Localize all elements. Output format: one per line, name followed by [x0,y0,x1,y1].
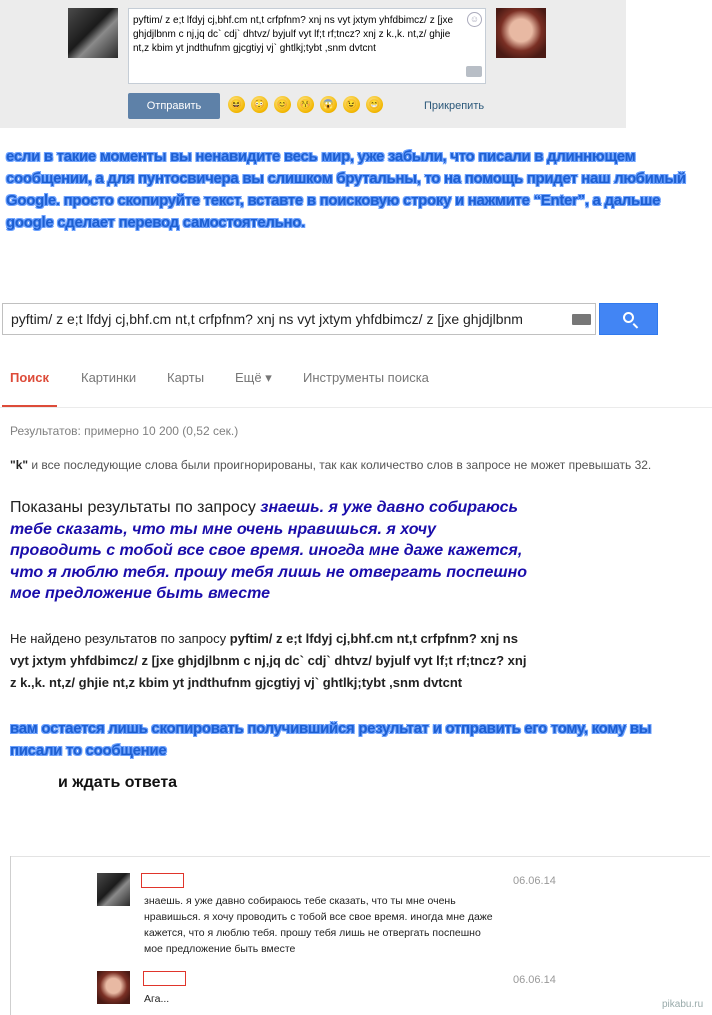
attach-link[interactable]: Прикрепить [424,100,485,112]
recipient-avatar[interactable] [496,8,546,58]
message-text: знаешь. я уже давно собираюсь тебе сказать, что ты мне очень нравишься. я хочу проводить с тобой все свое время. иногда мне даже кажется, что я люблю тебя. прошу тебя лишь не отвергать поспешно мое предложение быть вместе [144,895,493,955]
tabs-divider [0,407,712,408]
smile-icon[interactable]: ☺ [467,12,482,27]
showing-results-for [10,497,530,605]
original-query: pyftim/ z e;t lfdyj cj,bhf.cm nt,t crfpfnm? xnj ns vyt jxtym yhfdbimcz/ z [jxe ghjdjlbnm c nj,jq dc` cdj` dhtvz/ byjulf vyt lf;t rf;tncz? xnj z k.,k. nt,z/ ghjie nt,z kbim yt jndthufnm gjcgtiyj vj` ghtlkj;tybt ,snm dvtcnt [10,631,527,690]
tab-more[interactable]: Ещё ▾ [235,370,272,385]
reply-text: Ага... [144,993,170,1005]
tab-images[interactable]: Картинки [81,370,137,385]
watermark: pikabu.ru [662,999,704,1010]
caption-top: если в такие моменты вы ненавидите весь мир, уже забыли, что писали в длиннющем сообщении, а для пунтосвичера вы слишком брутальны, то на помощь придет наш любимый Google. просто скопируйте текст, вставте в поисковую строку и нажмите “Enter”, а дальше google сделает перевод самостоятельно. [6,148,686,231]
search-input[interactable]: pyftim/ z e;t lfdyj cj,bhf.cm nt,t crfpfnm? xnj ns vyt jxtym yhfdbimcz/ z [jxe ghjdjlbnm [2,303,596,335]
reply-avatar[interactable] [97,971,130,1004]
corrected-query-link[interactable]: знаешь. я уже давно собираюсь тебе сказать, что ты мне очень нравишься. я хочу проводить с тобой все свое время. иногда мне даже кажется, что я люблю тебя. прошу тебя лишь не отвергать поспешно мое предложение быть вместе [10,499,528,602]
message-time: 06.06.14 [513,875,556,887]
no-results-note [10,628,530,694]
wait-caption: и ждать ответа [58,774,178,791]
emoji-laughing-icon[interactable]: 😆 [228,96,245,113]
emoji-grin-icon[interactable]: 😁 [366,96,383,113]
ignored-note-text: и все последующие слова были проигнорированы, так как количество слов в запросе не может превышать 32. [28,458,652,472]
sender-name-redacted [141,873,184,888]
message-input[interactable]: pyftim/ z e;t lfdyj cj,bhf.cm nt,t crfpfnm? xnj ns vyt jxtym yhfdbimcz/ z [jxe ghjdjlbnm c nj,jq dc` cdj` dhtvz/ byjulf vyt lf;t rf;tncz? xnj z k.,k. nt,z/ ghjie nt,z kbim yt jndthufnm gjcgtiyj vj` ghtlkj;tybt ,snm dvtcnt [128,8,486,84]
dialog-border-left [10,856,11,1015]
sender-avatar[interactable] [97,873,130,906]
my-avatar [68,8,118,58]
results-count: Результатов: примерно 10 200 (0,52 сек.) [10,424,239,438]
emoji-blush-icon[interactable]: 😊 [274,96,291,113]
emoji-flushed-icon[interactable]: 😳 [251,96,268,113]
keyboard-icon[interactable] [572,314,591,325]
message-composer [0,0,626,128]
caption-bottom: вам остается лишь скопировать получившийся результат и отправить его тому, кому вы писали то сообщение [10,720,652,759]
send-button[interactable]: Отправить [128,93,220,119]
dialog-border [10,856,710,857]
emoji-wink-icon[interactable]: 😉 [343,96,360,113]
camera-icon[interactable] [466,66,482,77]
tab-maps[interactable]: Карты [167,370,205,385]
tab-search[interactable]: Поиск [10,370,50,385]
not-found-prefix: Не найдено результатов по запросу [10,631,230,646]
search-button[interactable] [599,303,658,335]
ignored-word: "k" [10,458,29,472]
ignored-words-note [10,458,651,472]
emoji-kiss-icon[interactable]: 😚 [297,96,314,113]
reply-name-redacted [143,971,186,986]
reply-time: 06.06.14 [513,974,556,986]
emoji-scream-icon[interactable]: 😱 [320,96,337,113]
tab-search-tools[interactable]: Инструменты поиска [303,370,429,385]
search-icon [623,312,634,323]
showing-prefix: Показаны результаты по запросу [10,499,261,516]
